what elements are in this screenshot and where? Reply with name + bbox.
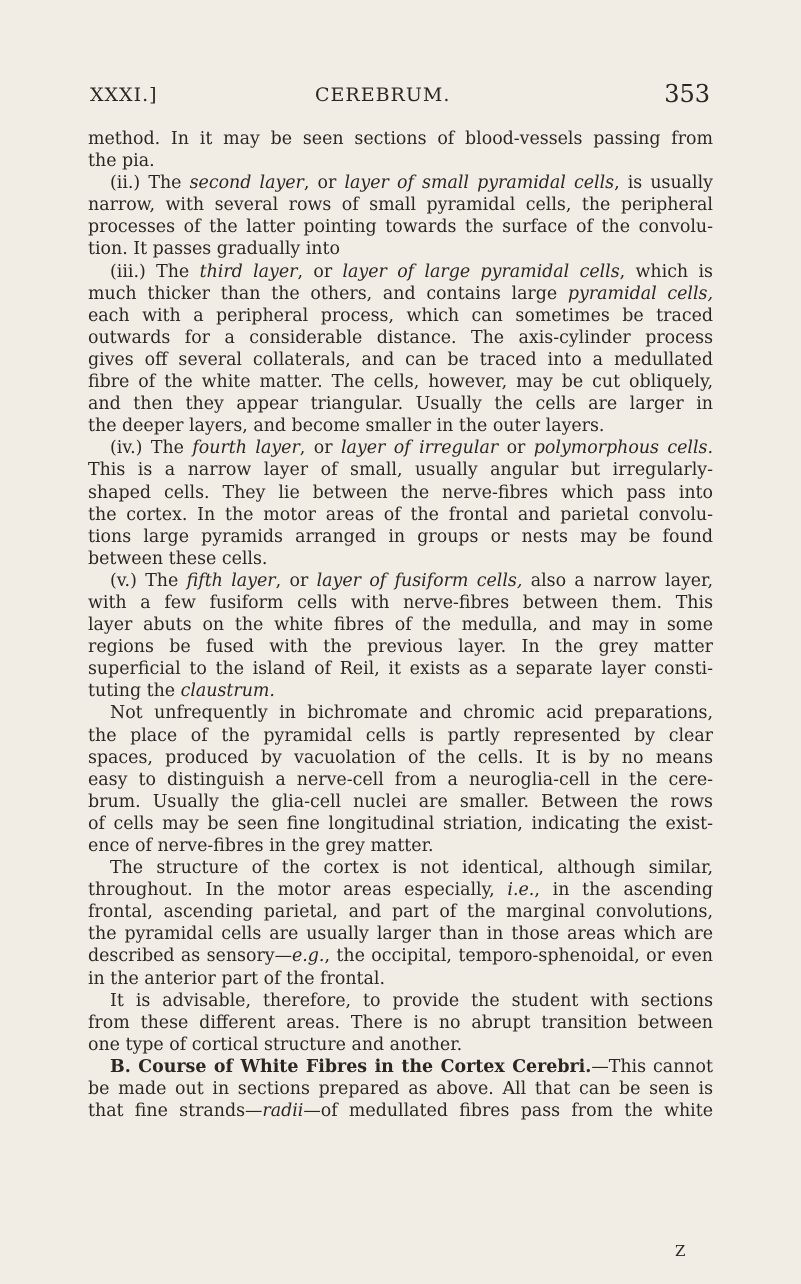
text-line: regions be fused with the previous layer. In the grey matter (88, 637, 713, 658)
running-header (90, 80, 710, 114)
text-line: brum. Usually the glia-cell nuclei are smaller. Between the rows (88, 791, 713, 812)
text-line: throughout. In the motor areas especially, i.e., in the ascending (88, 880, 713, 901)
text-line: Not unfrequently in bichromate and chromic acid preparations, (110, 703, 713, 724)
text-line: one type of cortical structure and another. (88, 1034, 463, 1055)
text-line: This is a narrow layer of small, usually angular but irregularly- (88, 460, 713, 481)
text-line: (iii.) The third layer, or layer of large pyramidal cells, which is (110, 261, 713, 282)
text-line: of cells may be seen fine longitudinal striation, indicating the exist- (88, 813, 713, 834)
text-line: tions large pyramids arranged in groups or nests may be found (88, 526, 713, 547)
text-line: frontal, ascending parietal, and part of the marginal convolutions, (88, 902, 713, 923)
text-line: narrow, with several rows of small pyramidal cells, the peripheral (88, 195, 713, 216)
body-text (88, 128, 713, 1122)
text-line: with a few fusiform cells with nerve-fibres between them. This (88, 592, 713, 613)
text-line: tuting the claustrum. (88, 681, 275, 702)
text-line: ence of nerve-fibres in the grey matter. (88, 836, 434, 856)
text-line: superficial to the island of Reil, it exists as a separate layer consti- (88, 659, 713, 680)
text-line: from these different areas. There is no abrupt transition between (88, 1012, 713, 1033)
text-line: (ii.) The second layer, or layer of small pyramidal cells, is usually (110, 173, 714, 194)
text-line: The structure of the cortex is not identical, although similar, (110, 858, 713, 879)
text-line: between these cells. (88, 548, 268, 569)
text-line: the cortex. In the motor areas of the frontal and parietal convolu- (88, 504, 713, 525)
text-line: the deeper layers, and become smaller in the outer layers. (88, 416, 605, 437)
chapter-number: XXXI.] (90, 84, 158, 106)
text-line: shaped cells. They lie between the nerve-fibres which pass into (88, 482, 713, 503)
text-line: the place of the pyramidal cells is partly represented by clear (88, 725, 713, 746)
text-line: B. Course of White Fibres in the Cortex Cerebri.—This cannot (110, 1056, 713, 1077)
signature-mark: Z (675, 1242, 686, 1260)
page-number: 353 (664, 80, 710, 108)
text-line: that fine strands—radii—of medullated fibres pass from the white (88, 1101, 714, 1122)
text-line: be made out in sections prepared as above. All that can be seen is (88, 1079, 713, 1100)
text-line: method. In it may be seen sections of blood-vessels passing from (88, 129, 713, 149)
text-line: and then they appear triangular. Usually the cells are larger in (88, 394, 713, 415)
text-line: spaces, produced by vacuolation of the cells. It is by no means (88, 747, 713, 768)
text-line: (iv.) The fourth layer, or layer of irregular or polymorphous cells. (110, 438, 714, 459)
text-line: outwards for a considerable distance. The axis-cylinder process (88, 327, 713, 348)
text-line: easy to distinguish a nerve-cell from a neuroglia-cell in the cere- (88, 769, 713, 790)
text-line: each with a peripheral process, which can sometimes be traced (88, 305, 713, 326)
text-line: (v.) The fifth layer, or layer of fusiform cells, also a narrow layer, (110, 570, 713, 591)
text-line: fibre of the white matter. The cells, however, may be cut obliquely, (88, 372, 713, 393)
text-line: gives off several collaterals, and can be traced into a medullated (88, 349, 713, 370)
text-line: much thicker than the others, and contains large pyramidal cells, (88, 283, 714, 304)
text-line: the pyramidal cells are usually larger than in those areas which are (88, 924, 713, 945)
text-line: It is advisable, therefore, to provide the student with sections (110, 990, 713, 1011)
text-line: in the anterior part of the frontal. (88, 968, 385, 989)
text-line: layer abuts on the white fibres of the medulla, and may in some (88, 615, 713, 636)
text-line: tion. It passes gradually into (88, 239, 340, 260)
text-line: processes of the latter pointing towards the surface of the convolu- (88, 217, 713, 238)
text-line: described as sensory—e.g., the occipital, temporo-sphenoidal, or even (88, 946, 713, 967)
text-line: the pia. (88, 151, 155, 172)
running-title: CEREBRUM. (315, 84, 451, 106)
